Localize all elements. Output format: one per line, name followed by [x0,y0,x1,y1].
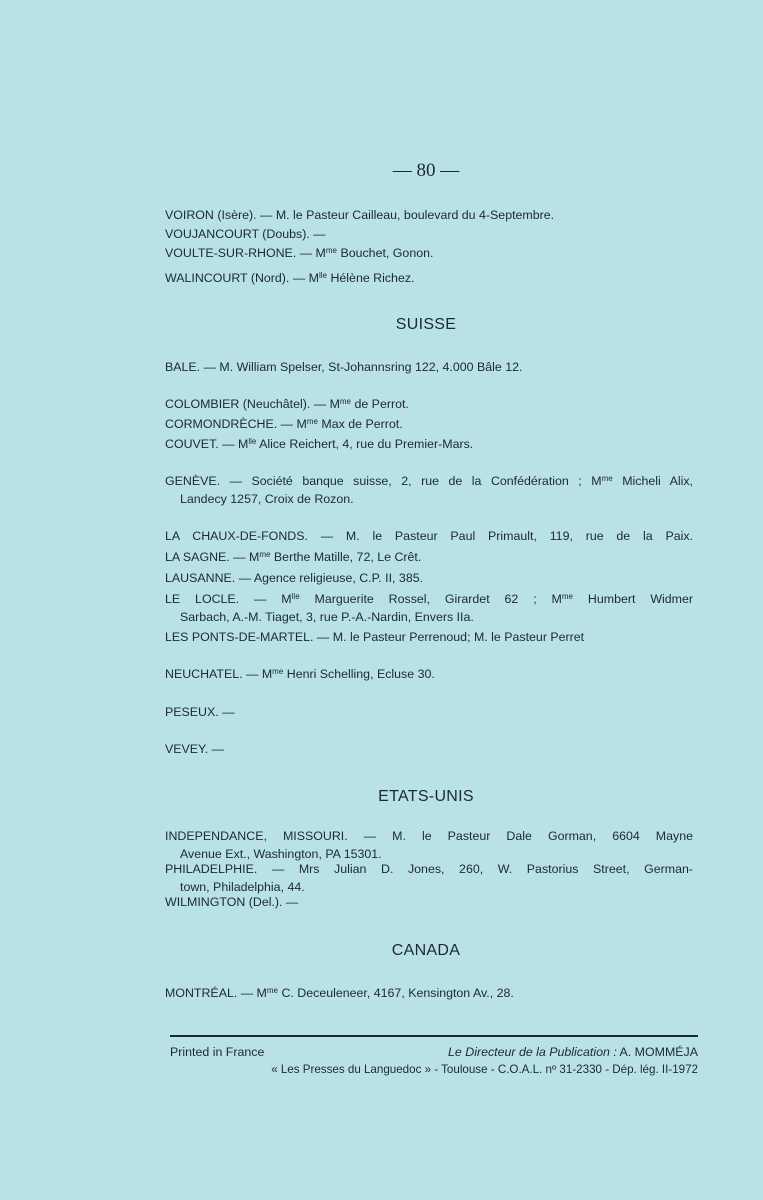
entry-colombier [165,395,409,413]
entry-sup: lle [248,437,257,446]
entry-couvet [165,435,473,453]
entry-voiron [165,206,554,224]
entry-text2: C. Deceuleneer, 4167, Kensington Av., 28. [278,986,514,1000]
entry-locle [165,590,693,626]
entry-text2: Alice Reichert, 4, rue du Premier-Mars. [256,437,474,451]
entry-independance [165,827,693,863]
entry-sup: me [306,417,318,426]
entry-continuation: town, Philadelphia, 44. [180,880,305,894]
entry-montreal [165,984,514,1002]
entry-place: VOULTE-SUR-RHONE. [165,246,297,260]
entry-sup: me [259,550,271,559]
entry-text: NEUCHATEL. — M [165,667,273,681]
entry-text: MONTRÉAL. — M [165,986,267,1000]
section-heading-canada: CANADA [391,942,461,959]
entry-text: LE LOCLE. — M [165,592,292,606]
entry-chaux-de-fonds: LA CHAUX-DE-FONDS. — M. le Pasteur Paul Primault, 119, rue de la Paix. [165,529,693,543]
entry-text2: Micheli Alix, [612,474,693,488]
entry-text: COUVET. — M [165,437,249,451]
entry-line [165,472,693,490]
entry-neuchatel [165,665,435,683]
entry-text2: Hélène Richez. [327,271,415,285]
section-heading-suisse: SUISSE [395,316,457,333]
entry-sup: me [339,397,352,406]
section-heading-etats-unis: ETATS-UNIS [378,788,474,805]
entry-continuation: Sarbach, A.-M. Tiaget, 3, rue P.-A.-Nardin, Envers IIa. [180,610,474,624]
entry-text2: Bouchet, Gonon. [337,246,434,260]
entry-lausanne: LAUSANNE. — Agence religieuse, C.P. II, 385. [165,571,424,585]
entry-place: VOUJANCOURT (Doubs). [165,227,310,241]
entry-text: — M [296,246,326,260]
entry-text: COLOMBIER (Neuchâtel). — M [165,397,340,411]
entry-sup: me [561,592,574,601]
entry-text: LA SAGNE. — M [165,550,260,564]
entry-sup: me [266,986,279,995]
entry-text2: Henri Schelling, Ecluse 30. [283,667,435,681]
page-number: — 80 — [392,160,460,181]
footer-line-1 [170,1045,698,1059]
entry-continuation: Landecy 1257, Croix de Rozon. [180,492,354,506]
entry-sup: me [601,474,613,483]
entry-philadelphie [165,860,693,896]
director [448,1045,698,1059]
entry-place: VOIRON (Isère). [165,208,257,222]
entry-text: CORMONDRÈCHE. — M [165,417,307,431]
entry-text2: de Perrot. [351,397,409,411]
entry-sagne [165,548,421,566]
entry-line [165,590,693,608]
entry-line: INDEPENDANCE, MISSOURI. — M. le Pasteur Dale Gorman, 6604 Mayne [165,829,693,843]
entry-text: — M. le Pasteur Cailleau, boulevard du 4-Septembre. [256,208,555,222]
entry-peseux: PESEUX. — [165,705,235,719]
entry-text2: Max de Perrot. [317,417,403,431]
footer-rule [170,1035,698,1037]
director-label: Le Directeur de la Publication : [448,1045,617,1059]
footer-line-2: « Les Presses du Languedoc » - Toulouse - C.O.A.L. nº 31-2330 - Dép. lég. II-1972 [271,1063,698,1076]
entry-text: — [309,227,326,241]
entry-text2: Marguerite Rossel, Girardet 62 ; M [299,592,562,606]
director-name: A. MOMMÉJA [616,1045,698,1059]
printed-in: Printed in France [170,1045,265,1059]
entry-voujancourt [165,225,326,243]
entry-sup: me [272,667,284,676]
entry-walincourt [165,269,414,287]
entry-geneve [165,472,693,508]
entry-text3: Humbert Widmer [573,592,693,606]
entry-sup: lle [319,271,328,280]
entry-vevey: VEVEY. — [165,742,224,756]
entry-voulte [165,244,433,262]
entry-text: — M [289,271,319,285]
entry-text: GENÈVE. — Société banque suisse, 2, rue de la Confédération ; M [165,474,602,488]
entry-cormondreche [165,415,403,433]
entry-place: WALINCOURT (Nord). [165,271,290,285]
entry-bale: BALE. — M. William Spelser, St-Johannsring 122, 4.000 Bâle 12. [165,360,523,374]
entry-continuation: Avenue Ext., Washington, PA 15301. [180,847,382,861]
entry-wilmington: WILMINGTON (Del.). — [165,895,299,909]
entry-sup: me [325,246,337,255]
entry-text2: Berthe Matille, 72, Le Crêt. [270,550,422,564]
entry-sup: lle [291,592,300,601]
entry-line: PHILADELPHIE. — Mrs Julian D. Jones, 260, W. Pastorius Street, German- [165,862,693,876]
entry-ponts-de-martel: LES PONTS-DE-MARTEL. — M. le Pasteur Perrenoud; M. le Pasteur Perret [165,630,585,644]
